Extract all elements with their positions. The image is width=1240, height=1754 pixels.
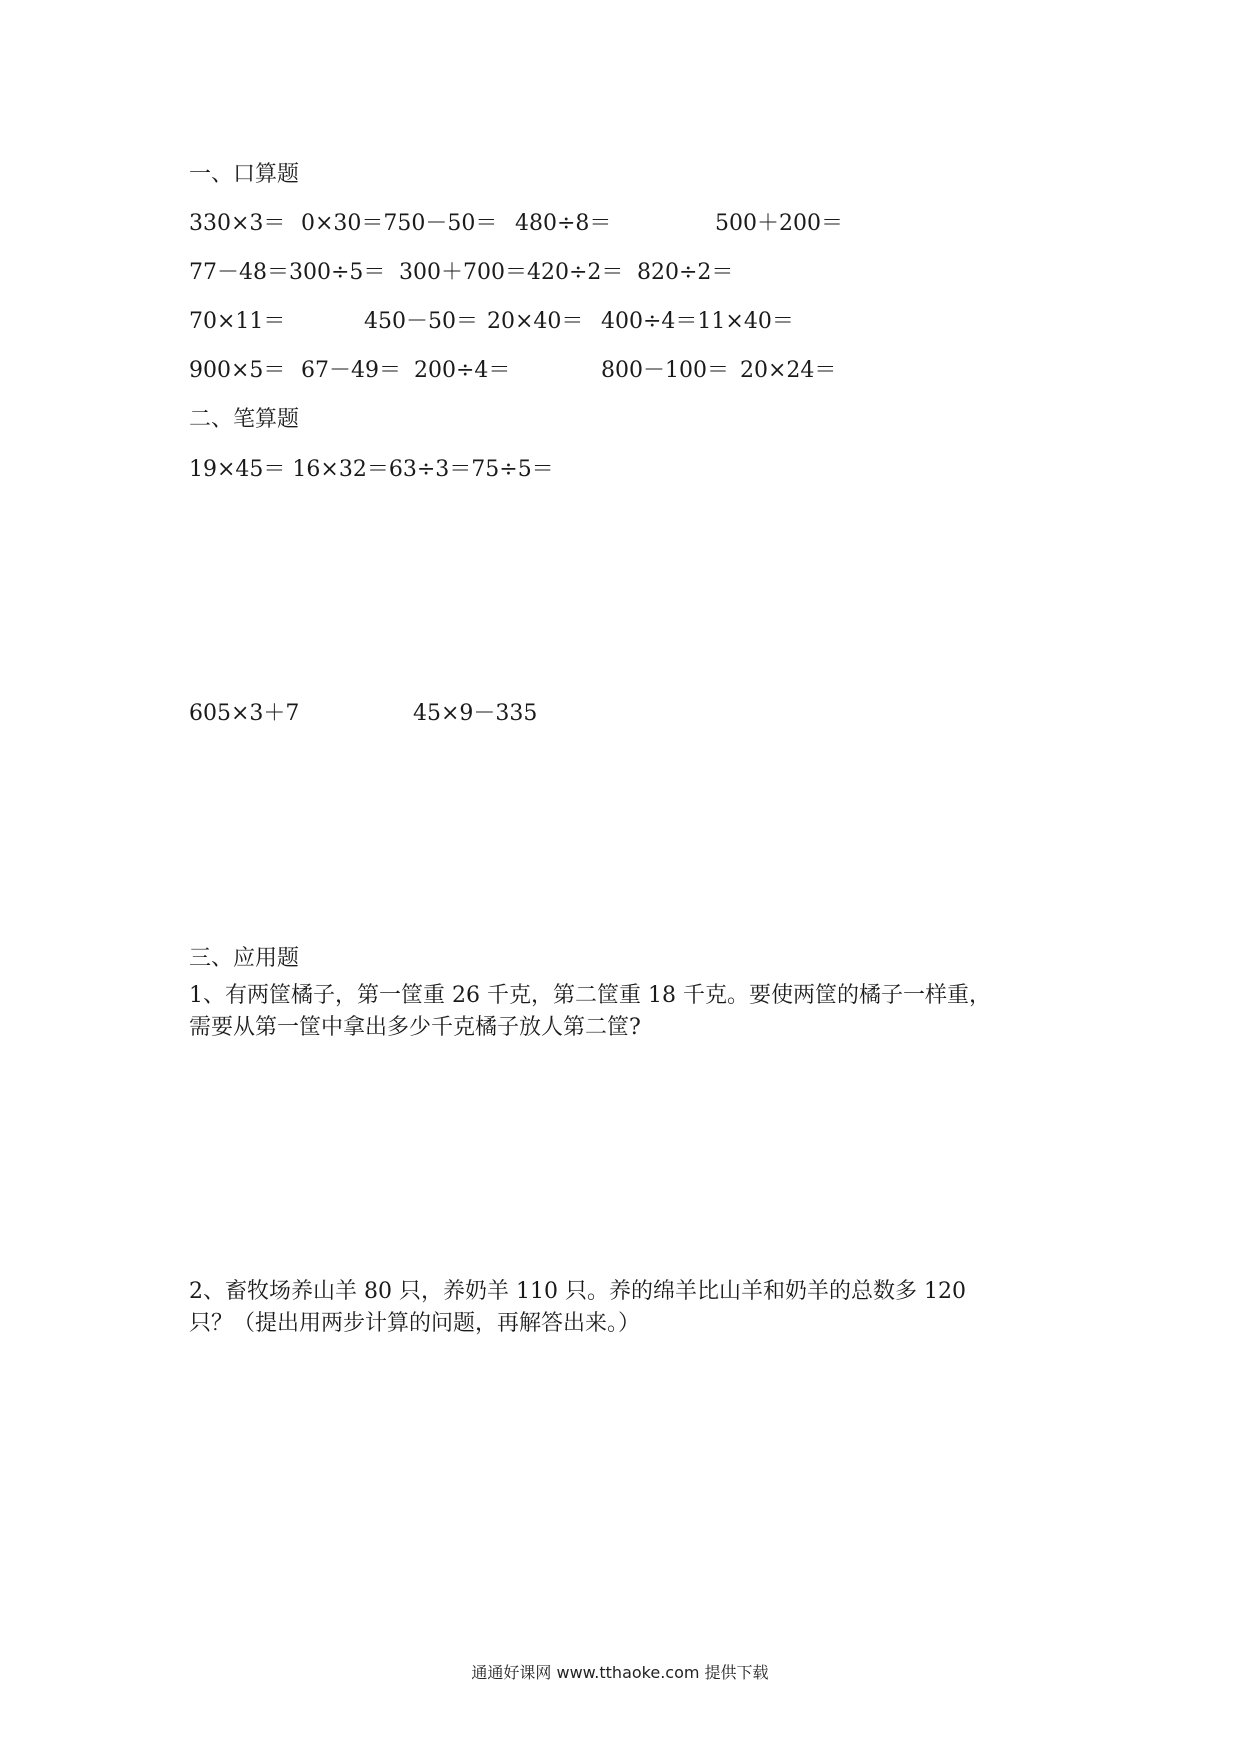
- question-2-line-1: 2、畜牧场养山羊 80 只，养奶羊 110 只。养的绵羊比山羊和奶羊的总数多 120: [189, 1279, 966, 1304]
- problem: 400÷4＝11×40＝: [601, 309, 794, 334]
- problem: 900×5＝: [189, 358, 286, 383]
- problem: 450－50＝: [364, 309, 478, 334]
- problem: 500＋200＝: [715, 211, 843, 236]
- problem: 820÷2＝: [637, 260, 734, 285]
- written-row-1: 19×45＝ 16×32＝63÷3＝75÷5＝: [189, 457, 554, 482]
- problem: 77－48＝300÷5＝: [189, 260, 386, 285]
- question-1-line-1: 1、有两筐橘子，第一筐重 26 千克，第二筐重 18 千克。要使两筐的橘子一样重，: [189, 983, 991, 1008]
- section1-heading: 一、口算题: [189, 162, 300, 187]
- problem: 45×9－335: [413, 701, 538, 726]
- problem: 67－49＝: [301, 358, 401, 383]
- problem: 70×11＝: [189, 309, 286, 334]
- question-2-line-2: 只？（提出用两步计算的问题，再解答出来。）: [189, 1311, 641, 1336]
- problem: 330×3＝: [189, 211, 286, 236]
- section3-heading: 三、应用题: [189, 946, 300, 971]
- problem: 0×30＝750－50＝: [301, 211, 498, 236]
- problem: 605×3＋7: [189, 701, 300, 726]
- section2-heading: 二、笔算题: [189, 407, 300, 432]
- problem: 20×40＝: [487, 309, 584, 334]
- problem: 480÷8＝: [515, 211, 612, 236]
- problem: 300＋700＝420÷2＝: [399, 260, 624, 285]
- problem: 20×24＝: [740, 358, 837, 383]
- problem: 800－100＝: [601, 358, 729, 383]
- problem: 200÷4＝: [414, 358, 511, 383]
- question-2: [189, 1276, 1069, 1340]
- footer-credit: 通通好课网 www.tthaoke.com 提供下载: [471, 1663, 769, 1682]
- question-1: [189, 980, 1069, 1044]
- question-1-line-2: 需要从第一筐中拿出多少千克橘子放人第二筐?: [189, 1015, 641, 1040]
